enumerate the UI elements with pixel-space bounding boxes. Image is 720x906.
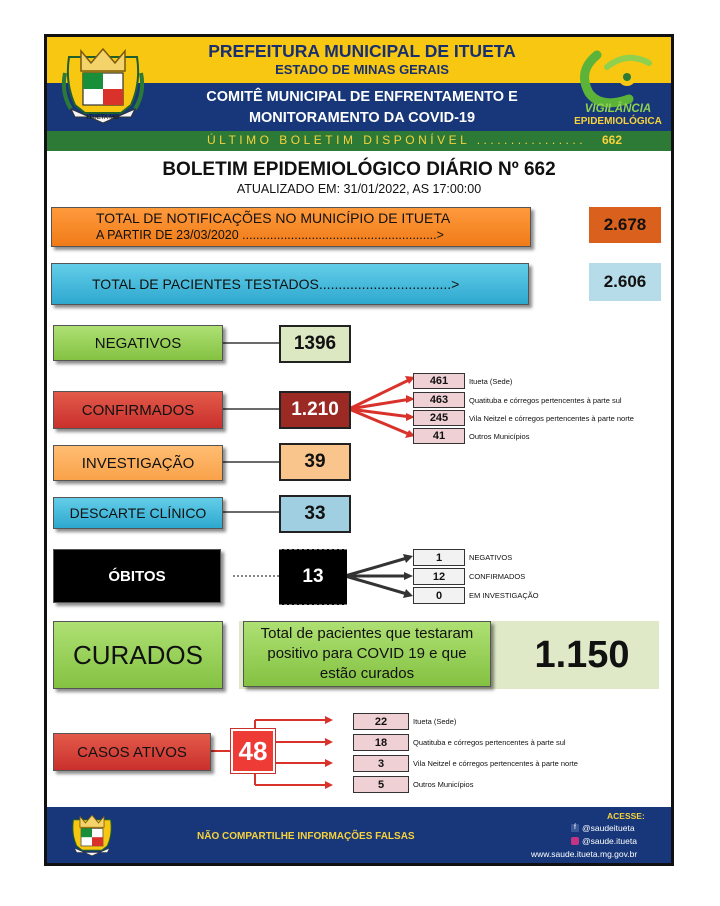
- cured-value: 1.150: [534, 633, 630, 676]
- active-breakdown-value: 3: [353, 755, 409, 772]
- tested-value: 2.606: [589, 263, 661, 301]
- confirmed-breakdown-place: Outros Municípios: [469, 432, 530, 441]
- last-bulletin-number: 662: [602, 133, 623, 147]
- confirmed-breakdown-place: Vila Neitzel e córregos pertencentes à parte norte: [469, 414, 634, 423]
- deaths-breakdown-label: CONFIRMADOS: [469, 572, 526, 581]
- deaths-breakdown-value: 12: [413, 568, 465, 585]
- header-line-4: MONITORAMENTO DA COVID-19: [248, 110, 476, 126]
- footer-facebook-row[interactable]: [571, 823, 635, 833]
- clinical-discard-value: 33: [279, 495, 351, 533]
- logo-line-2: EPIDEMIOLÓGICA: [574, 116, 662, 127]
- header-line-3: COMITÊ MUNICIPAL DE ENFRENTAMENTO E: [206, 89, 518, 105]
- footer-access: ACESSE:: [607, 811, 645, 821]
- clinical-discard-label: DESCARTE CLÍNICO: [53, 497, 223, 529]
- active-breakdown-place: Vila Neitzel e córregos pertencentes à parte norte: [413, 759, 578, 768]
- confirmed-breakdown-place: Quatituba e córregos pertencentes à parte sul: [469, 396, 622, 405]
- investigation-label: INVESTIGAÇÃO: [53, 445, 223, 481]
- deaths-breakdown-value: 0: [413, 587, 465, 604]
- header-line-2: ESTADO DE MINAS GERAIS: [275, 62, 449, 77]
- notifications-label-2: A PARTIR DE 23/03/2020 ........................................................>: [96, 228, 444, 242]
- active-breakdown-value: 18: [353, 734, 409, 751]
- footer-website[interactable]: www.saude.itueta.mg.gov.br: [531, 849, 638, 859]
- negatives-value: 1396: [279, 325, 351, 363]
- active-breakdown-place: Itueta (Sede): [413, 717, 457, 726]
- footer-instagram: @saude.itueta: [582, 836, 637, 846]
- confirmed-value: 1.210: [279, 391, 351, 429]
- crest-text: ITUETA MG: [87, 115, 119, 121]
- header-line-1: PREFEITURA MUNICIPAL DE ITUETA: [208, 41, 516, 61]
- confirmed-breakdown-value: 41: [413, 428, 465, 444]
- footer-instagram-row[interactable]: [571, 836, 637, 846]
- active-breakdown-value: 22: [353, 713, 409, 730]
- active-breakdown-place: Quatituba e córregos pertencentes à parte sul: [413, 738, 566, 747]
- confirmed-label: CONFIRMADOS: [53, 391, 223, 429]
- investigation-value: 39: [279, 443, 351, 481]
- confirmed-breakdown-value: 461: [413, 373, 465, 389]
- footer-crest-icon: [69, 811, 115, 859]
- cured-description: Total de pacientes que testaram positivo para COVID 19 e que estão curados: [243, 621, 491, 687]
- footer-message: NÃO COMPARTILHE INFORMAÇÕES FALSAS: [197, 831, 415, 842]
- logo-line-1: VIGILÂNCIA: [584, 103, 652, 115]
- confirmed-breakdown-place: Itueta (Sede): [469, 377, 513, 386]
- active-label: CASOS ATIVOS: [53, 733, 211, 771]
- bulletin-frame: [44, 34, 674, 866]
- last-bulletin-label: ÚLTIMO BOLETIM DISPONÍVEL ................: [207, 133, 587, 147]
- active-breakdown-value: 5: [353, 776, 409, 793]
- deaths-breakdown-value: 1: [413, 549, 465, 566]
- active-value: 48: [231, 729, 275, 773]
- tested-label: TOTAL DE PACIENTES TESTADOS..................................>: [51, 263, 529, 305]
- active-breakdown-place: Outros Municípios: [413, 780, 474, 789]
- bulletin-updated: ATUALIZADO EM: 31/01/2022, AS 17:00:00: [236, 182, 482, 196]
- bulletin-title: BOLETIM EPIDEMIOLÓGICO DIÁRIO Nº 662: [162, 159, 556, 180]
- notifications-value: 2.678: [589, 207, 661, 243]
- facebook-icon: f: [571, 824, 579, 832]
- deaths-breakdown-label: NEGATIVOS: [469, 553, 513, 562]
- footer-facebook: @saudeitueta: [582, 823, 635, 833]
- confirmed-breakdown-value: 463: [413, 392, 465, 408]
- confirmed-breakdown-value: 245: [413, 410, 465, 426]
- negatives-label: NEGATIVOS: [53, 325, 223, 361]
- deaths-label: ÓBITOS: [53, 549, 221, 603]
- notifications-label-1: TOTAL DE NOTIFICAÇÕES NO MUNICÍPIO DE ITUETA: [96, 210, 451, 226]
- deaths-breakdown-label: EM INVESTIGAÇÃO: [469, 591, 539, 600]
- cured-label: CURADOS: [53, 621, 223, 689]
- instagram-icon: [571, 837, 579, 845]
- deaths-value: 13: [279, 549, 347, 605]
